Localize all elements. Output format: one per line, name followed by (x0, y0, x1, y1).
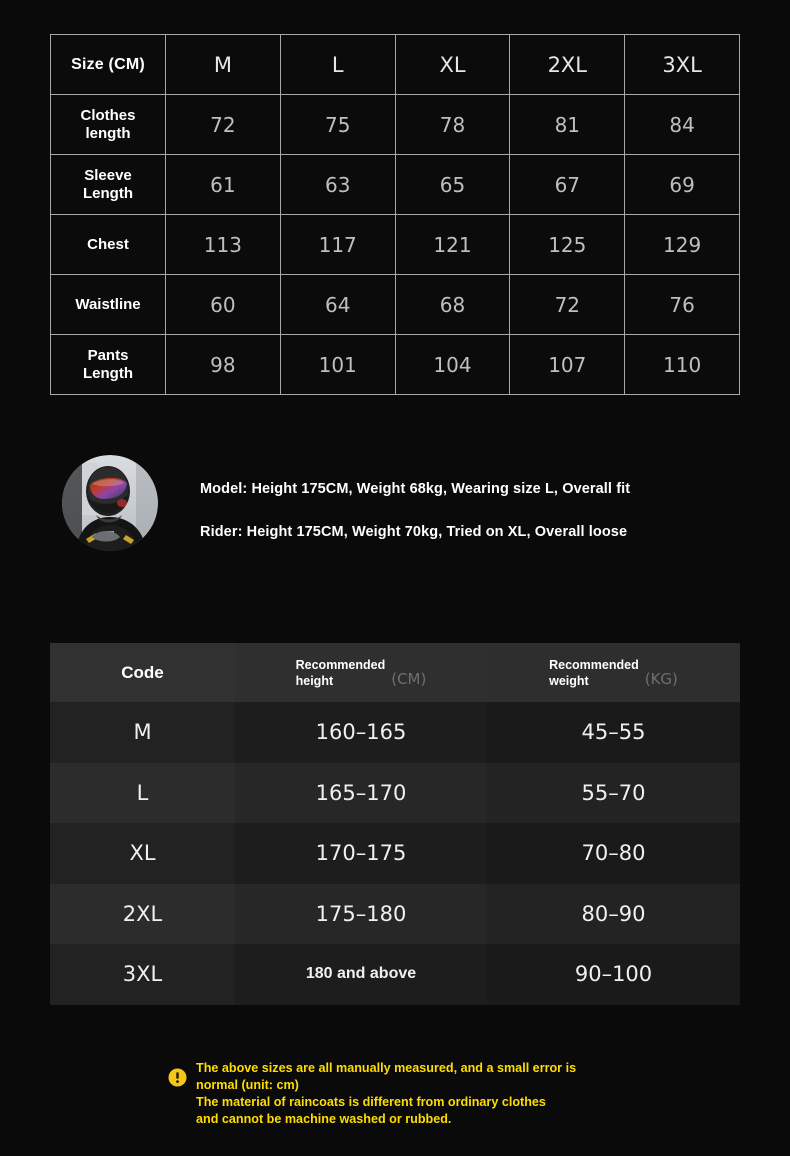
row-label-pants-length (51, 335, 166, 395)
care-warning-note (168, 1060, 638, 1128)
row-label-line2: length (85, 124, 131, 142)
rec-table-row (50, 884, 740, 945)
rec-header-weight-unit: (KG) (644, 670, 678, 689)
cell: 65 (395, 155, 510, 215)
warning-line-4: and cannot be machine washed or rubbed. (196, 1112, 452, 1126)
rec-header-height-unit: (CM) (391, 670, 427, 689)
rider-photo-illustration (62, 455, 158, 551)
rec-cell-weight: 70–80 (487, 823, 740, 884)
row-label-line2: Length (83, 364, 133, 382)
rec-header-weight-line2: weight (549, 673, 589, 688)
row-label-waistline (51, 275, 166, 335)
rec-cell-code: 3XL (50, 944, 235, 1005)
table-row (51, 275, 740, 335)
warning-line-2: normal (unit: cm) (196, 1078, 299, 1092)
table-row (51, 215, 740, 275)
cell: 98 (166, 335, 281, 395)
cell: 60 (166, 275, 281, 335)
row-label-line2: Length (83, 184, 133, 202)
model-photo (62, 455, 158, 551)
cell: 113 (166, 215, 281, 275)
cell: 101 (280, 335, 395, 395)
rec-header-weight-line1: Recommended (549, 657, 639, 672)
cell: 121 (395, 215, 510, 275)
table-row (51, 335, 740, 395)
cell: 72 (166, 95, 281, 155)
table-row (51, 95, 740, 155)
cell: 64 (280, 275, 395, 335)
header-cell-size-label (51, 35, 166, 95)
warning-line-3: The material of raincoats is different from ordinary clothes (196, 1095, 546, 1109)
rec-header-code: Code (50, 643, 235, 702)
header-cell-xl (395, 35, 510, 95)
cell: 110 (625, 335, 740, 395)
cell: 67 (510, 155, 625, 215)
cell: 129 (625, 215, 740, 275)
row-label-line1: Clothes (80, 107, 136, 125)
table-row (51, 155, 740, 215)
row-label-chest (51, 215, 166, 275)
header-cell-m (166, 35, 281, 95)
rec-header-height (235, 643, 487, 702)
recommendation-table (50, 643, 740, 1005)
rec-cell-height: 160–165 (235, 702, 487, 763)
rec-cell-weight: 55–70 (487, 763, 740, 824)
measurement-table (50, 34, 740, 395)
cell: 107 (510, 335, 625, 395)
cell: 69 (625, 155, 740, 215)
row-label-line1: Pants (87, 347, 129, 365)
row-label-sleeve-length (51, 155, 166, 215)
model-info-block (62, 455, 742, 570)
model-text-lines (200, 481, 740, 540)
header-size-3xl: 3XL (662, 52, 702, 77)
header-size-xl: XL (439, 52, 466, 77)
cell: 75 (280, 95, 395, 155)
warning-line-1: The above sizes are all manually measured, and a small error is (196, 1061, 577, 1075)
row-label-line1: Chest (87, 235, 129, 253)
rec-table-row (50, 823, 740, 884)
cell: 68 (395, 275, 510, 335)
table-header-row (51, 35, 740, 95)
header-size-label: Size (CM) (71, 55, 145, 73)
rec-table-row (50, 702, 740, 763)
rec-cell-code: L (50, 763, 235, 824)
rec-cell-weight: 80–90 (487, 884, 740, 945)
rec-header-height-line1: Recommended (295, 657, 386, 672)
row-label-line1: Sleeve (84, 167, 132, 185)
rec-table-row (50, 944, 740, 1005)
rec-header-row (50, 643, 740, 702)
header-size-l: L (331, 52, 344, 77)
rider-line: Rider: Height 175CM, Weight 70kg, Tried on XL, Overall loose (200, 524, 628, 540)
header-cell-l (280, 35, 395, 95)
cell: 72 (510, 275, 625, 335)
header-size-2xl: 2XL (547, 52, 588, 77)
cell: 84 (625, 95, 740, 155)
rec-header-weight (487, 643, 740, 702)
cell: 125 (510, 215, 625, 275)
cell: 61 (166, 155, 281, 215)
header-cell-3xl (625, 35, 740, 95)
cell: 104 (395, 335, 510, 395)
rec-header-height-line2: height (295, 673, 334, 688)
cell: 78 (395, 95, 510, 155)
header-size-m: M (213, 52, 232, 77)
rec-cell-code: 2XL (50, 884, 235, 945)
rec-cell-weight: 45–55 (487, 702, 740, 763)
header-cell-2xl (510, 35, 625, 95)
cell: 63 (280, 155, 395, 215)
rec-cell-weight: 90–100 (487, 944, 740, 1005)
warning-text (196, 1060, 576, 1128)
cell: 81 (510, 95, 625, 155)
rec-cell-code: M (50, 702, 235, 763)
rec-cell-height: 170–175 (235, 823, 487, 884)
cell: 76 (625, 275, 740, 335)
model-line: Model: Height 175CM, Weight 68kg, Wearing size L, Overall fit (200, 481, 631, 497)
row-label-line1: Waistline (75, 295, 141, 313)
rec-cell-height: 175–180 (235, 884, 487, 945)
rec-table-row (50, 763, 740, 824)
cell: 117 (280, 215, 395, 275)
rec-cell-code: XL (50, 823, 235, 884)
row-label-clothes-length (51, 95, 166, 155)
warning-exclamation-icon (168, 1068, 187, 1087)
rec-cell-height: 165–170 (235, 763, 487, 824)
rec-cell-height: 180 and above (235, 944, 487, 1005)
